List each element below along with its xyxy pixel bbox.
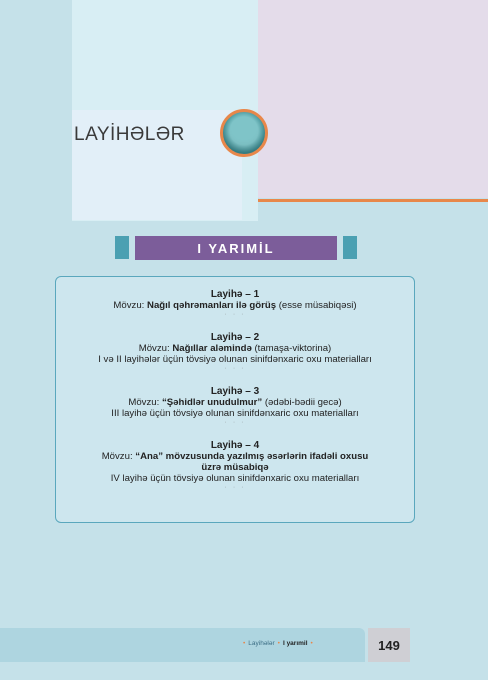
project-topic-continued: üzrə müsabiqə: [201, 462, 269, 473]
section-banner: I YARIMİL: [135, 236, 337, 260]
banner-left-tab: [115, 236, 129, 259]
breadcrumb-item-yarimil: I yarımil: [282, 640, 308, 647]
project-heading: Layihə – 2: [210, 332, 260, 343]
project-heading: Layihə – 3: [210, 386, 260, 397]
project-topic: Mövzu: Nağıllar aləmində (tamaşa-viktorina): [138, 343, 332, 354]
separator-dots: · · ·: [224, 484, 246, 491]
project-2: [56, 332, 414, 373]
project-1: [56, 289, 414, 319]
project-heading: Layihə – 4: [210, 440, 260, 451]
project-topic: Mövzu: “Şəhidlər unudulmur” (ədəbi-bədii gecə): [128, 397, 342, 408]
separator-dots: · · ·: [224, 365, 246, 372]
project-topic: Mövzu: Nağıl qəhrəmanları ilə görüş (esse müsabiqəsi): [113, 300, 357, 311]
project-topic: Mövzu: “Ana” mövzusunda yazılmış əsərlərin ifadəli oxusu: [101, 451, 369, 462]
banner-right-tab: [343, 236, 357, 259]
project-heading: Layihə – 1: [210, 289, 260, 300]
reading-materials: IV layihə üçün tövsiyə olunan sinifdənxaric oxu materialları: [110, 473, 360, 484]
breadcrumb: [240, 640, 316, 647]
breadcrumb-bullet-icon: •: [243, 640, 246, 647]
projects-card: [55, 276, 415, 523]
project-3: [56, 386, 414, 427]
reading-materials: I və II layihələr üçün tövsiyə olunan sinifdənxaric oxu materialları: [98, 354, 372, 365]
separator-dots: · · ·: [224, 311, 246, 318]
reading-materials: III layihə üçün tövsiyə olunan sinifdənxaric oxu materialları: [111, 408, 359, 419]
breadcrumb-item-layiheler: Layihələr: [248, 640, 275, 647]
project-4: [56, 440, 414, 492]
page-number: 149: [368, 628, 410, 662]
header-frame-line: [241, 122, 488, 202]
decorative-orb-icon: [220, 109, 268, 157]
breadcrumb-bullet-icon: •: [310, 640, 313, 647]
page-title: LAYİHƏLƏR: [74, 124, 185, 145]
separator-dots: · · ·: [224, 419, 246, 426]
breadcrumb-bullet-icon: •: [277, 640, 280, 647]
